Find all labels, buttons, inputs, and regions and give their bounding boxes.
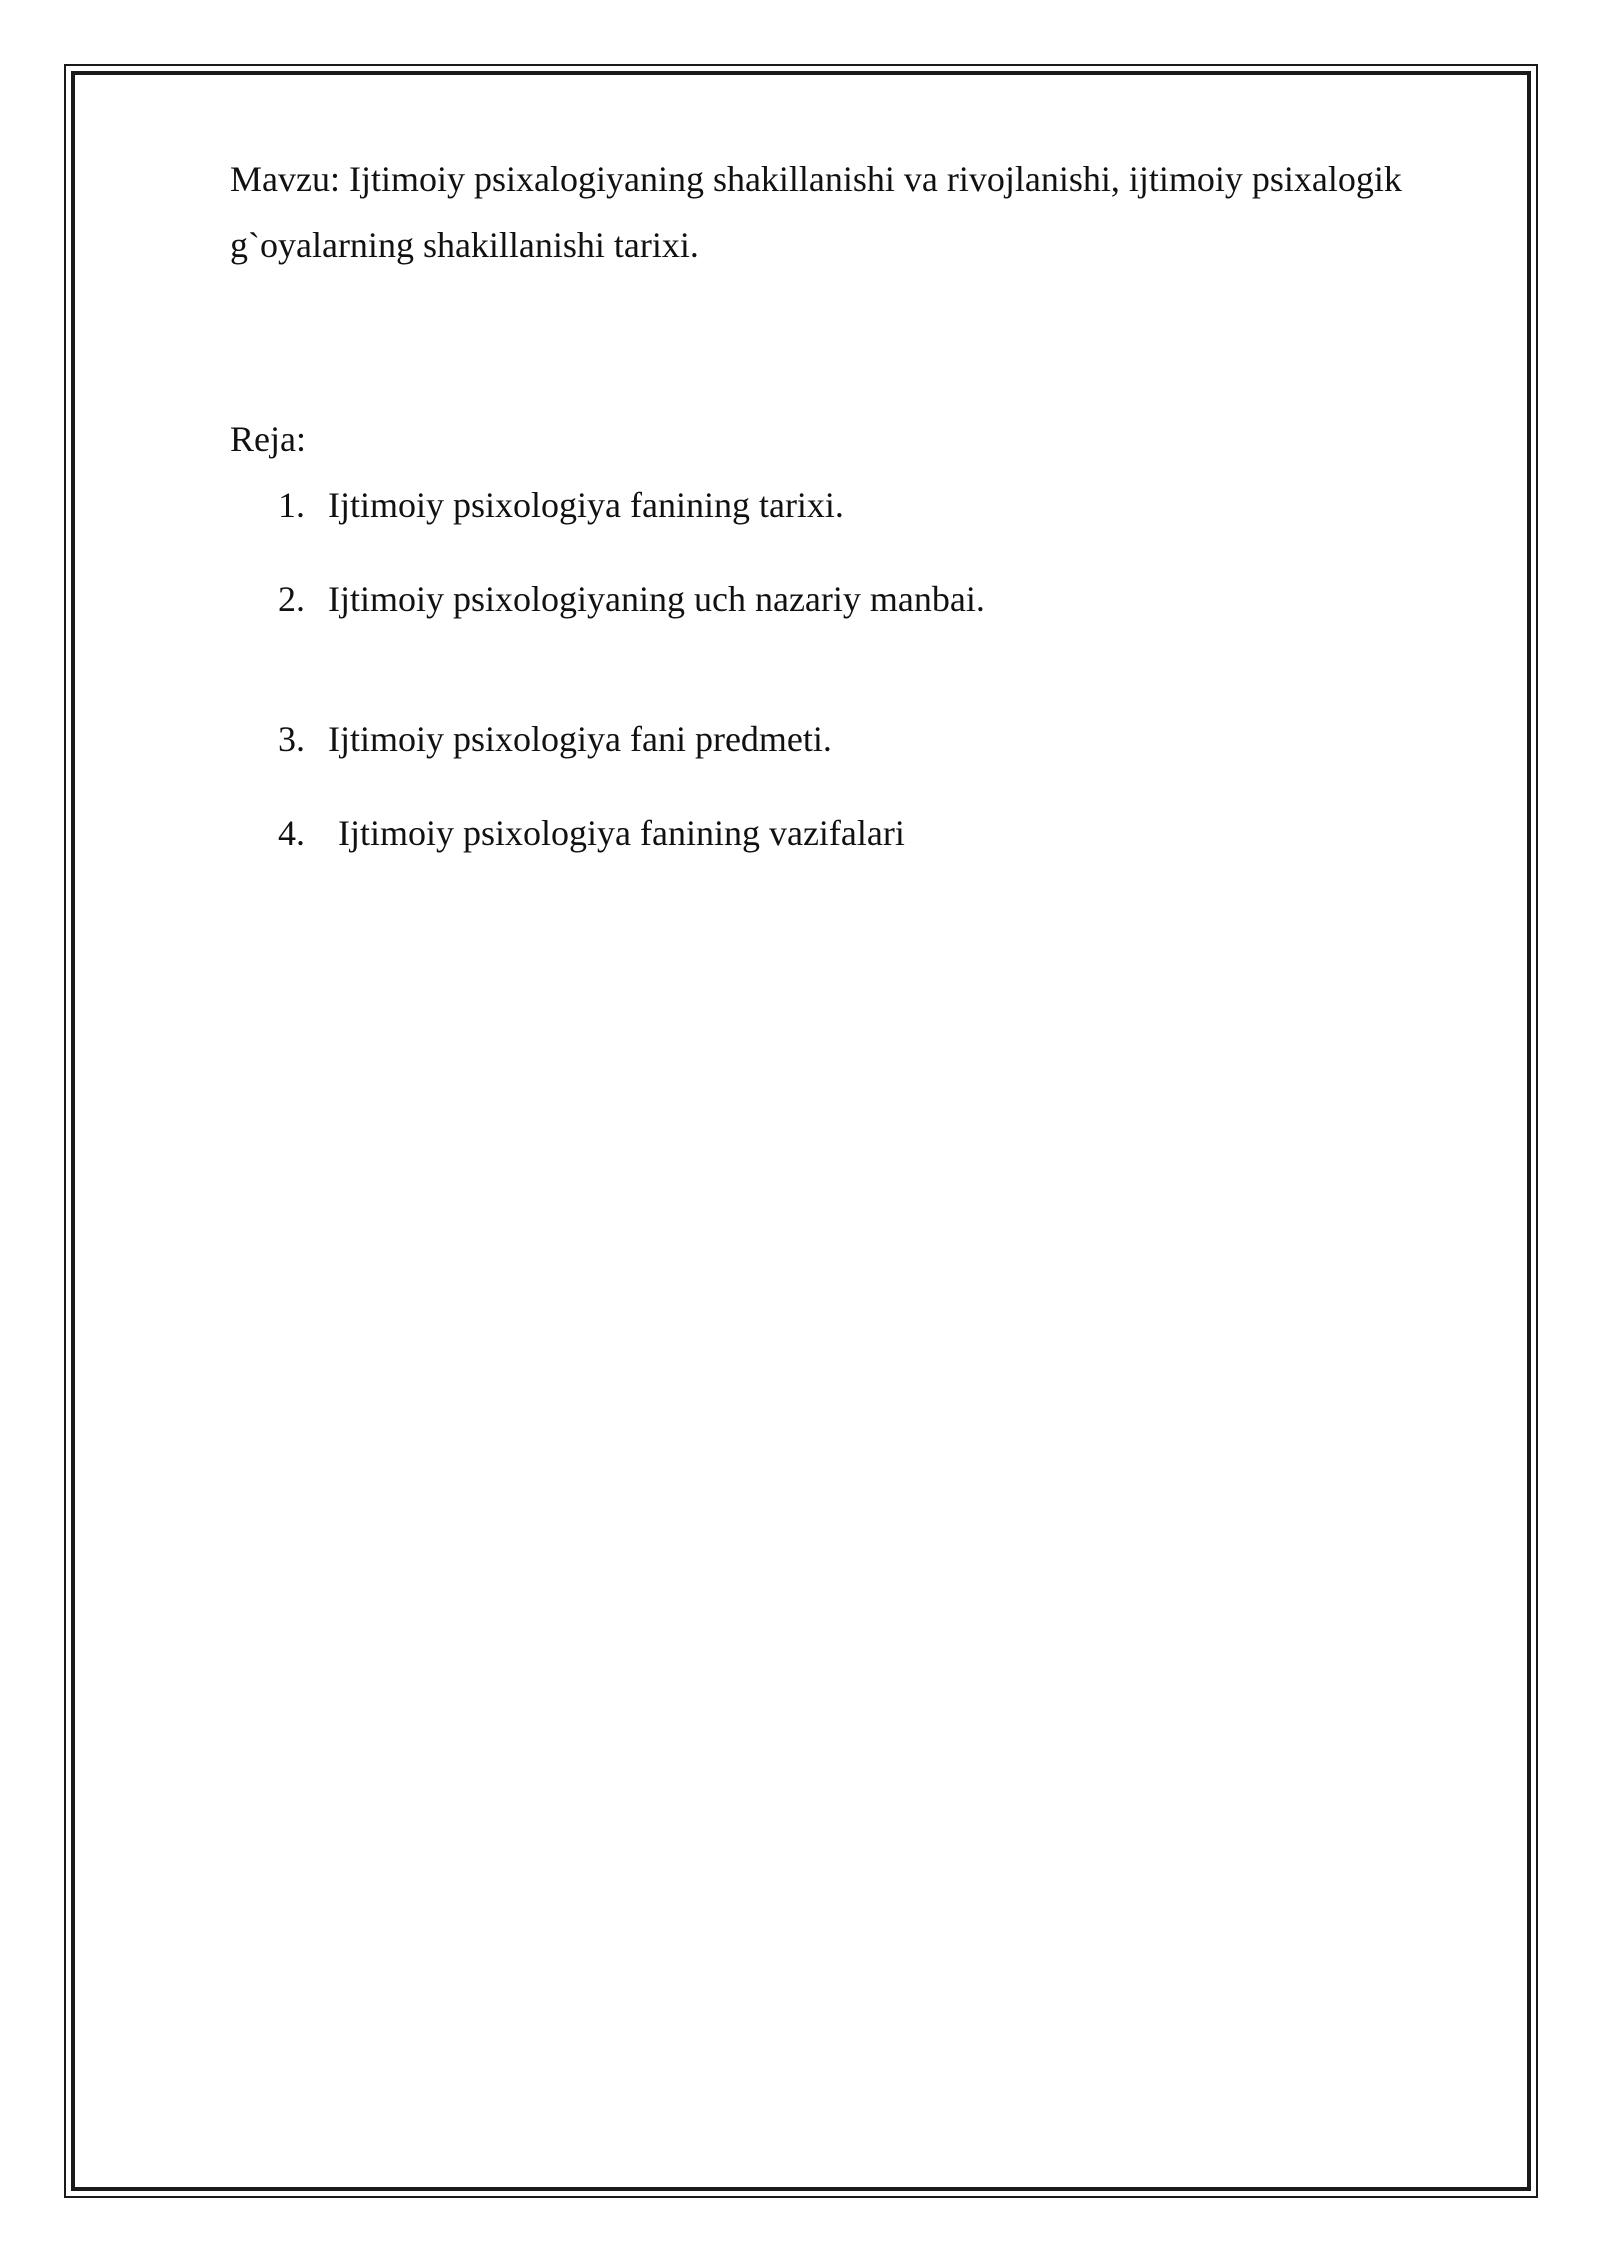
topic-heading: Mavzu: Ijtimoiy psixalogiyaning shakillanishi va rivojlanishi, ijtimoiy psixalogik g`oyalarning shakillanishi tarixi. <box>230 159 1402 265</box>
plan-label: Reja: <box>230 419 306 459</box>
plan-item <box>230 800 1470 866</box>
plan-item-text: Ijtimoiy psixologiyaning uch nazariy manbai. <box>328 579 985 619</box>
page-content <box>230 146 1470 866</box>
plan-item <box>230 566 1470 632</box>
plan-item-number: 4. <box>278 813 305 853</box>
plan-item <box>230 472 1470 538</box>
plan-item <box>230 706 1470 772</box>
plan-item-number: 2. <box>278 579 305 619</box>
plan-item-text: Ijtimoiy psixologiya fanining tarixi. <box>328 485 844 525</box>
plan-item-number: 1. <box>278 485 305 525</box>
plan-item-number: 3. <box>278 719 305 759</box>
plan-list <box>230 472 1470 866</box>
plan-item-text: Ijtimoiy psixologiya fanining vazifalari <box>338 813 905 853</box>
plan-item-text: Ijtimoiy psixologiya fani predmeti. <box>328 719 832 759</box>
